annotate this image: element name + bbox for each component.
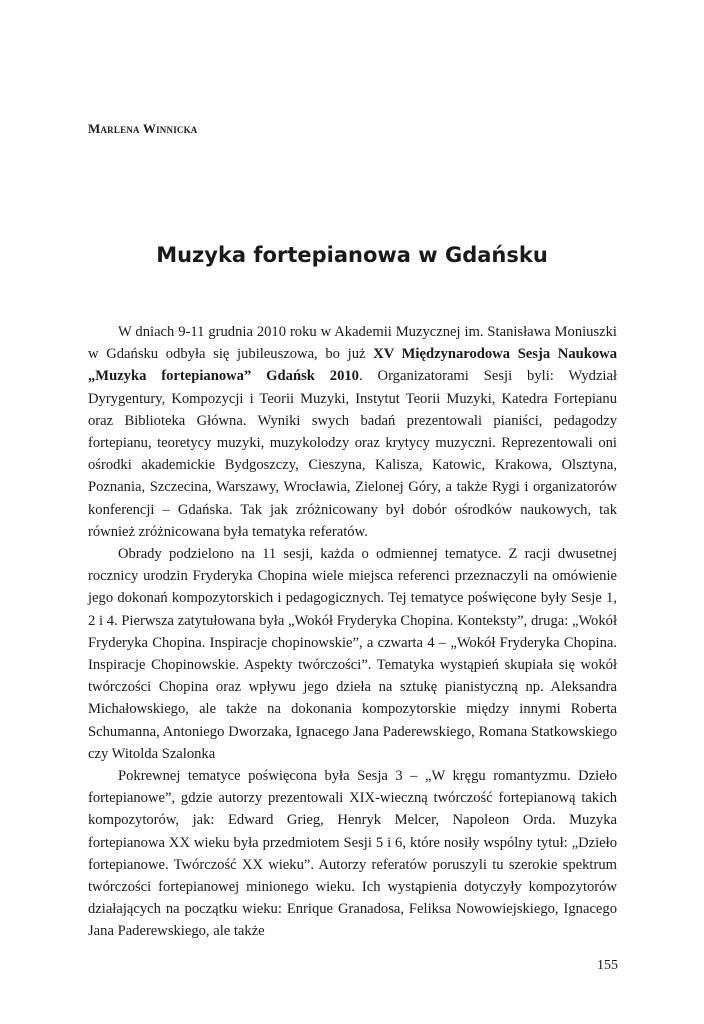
paragraph-3: Pokrewnej tematyce poświęcona była Sesja 3 – „W kręgu romantyzmu. Dzieło fortepianowe”, gdzie autorzy prezentowali XIX-wieczną twórczość fortepianową takich kompozytorów, jak: Edward Grieg, Henryk Melcer, Napoleon Orda. Muzyka fortepianowa XX wieku była przedmiotem Sesji 5 i 6, które nosiły wspólny tytuł: „Dzieło fortepianowe. Twórczość XX wieku”. Autorzy referatów poruszyli tu szerokie spektrum twórczości fortepianowej minionego wieku. Ich wystąpienia dotyczyły kompozytorów działających na początku wieku: Enrique Granadosa, Feliksa Nowowiejskiego, Ignacego Jana Paderewskiego, ale także [88,768,617,940]
paragraph-2: Obrady podzielono na 11 sesji, każda o odmiennej tematyce. Z racji dwusetnej rocznicy urodzin Fryderyka Chopina wiele miejsca referenci przeznaczyli na omówienie jego dokonań kompozytorskich i pedagogicznych. Tej tematyce poświęcone były Sesje 1, 2 i 4. Pierwsza zatytułowana była „Wokół Fryderyka Chopina. Konteksty”, druga: „Wokół Fryderyka Chopina. Inspiracje chopinowskie”, a czwarta 4 – „Wokół Fryderyka Chopina. Inspiracje Chopinowskie. Aspekty twórczości”. Tematyka wystąpień skupiała się wokół twórczości Chopina oraz wpływu jego dzieła na sztukę pianistyczną np. Aleksandra Michałowskiego, ale także na dokonania kompozytorskie między innymi Roberta Schumanna, Antoniego Dworzaka, Ignacego Jana Paderewskiego, Romana Statkowskiego czy Witolda Szalonka [88,546,617,762]
paragraph-1-text-end: . Organizatorami Sesji byli: Wydział Dyrygentury, Kompozycji i Teorii Muzyki, Instytut Teorii Muzyki, Katedra Fortepianu oraz Biblioteka Główna. Wyniki swych badań prezentowali pianiści, pedagodzy fortepianu, teoretycy muzyki, muzykolodzy oraz krytycy muzyczni. Reprezentowali oni ośrodki akademickie Bydgoszczy, Cieszyna, Kalisza, Katowic, Krakowa, Olsztyna, Poznania, Szczecina, Warszawy, Wrocławia, Zielonej Góry, a także Rygi i organizatorów konferencji – Gdańska. Tak jak zróżnicowany był dobór ośrodków naukowych, tak również zróżnicowana była tematyka referatów. [88,368,618,540]
conference-name: XV Międzynarodowa Sesja Naukowa „Muzyka fortepianowa” Gdańsk 2010 [88,346,617,385]
paragraph-1 [88,321,617,543]
article-body [88,321,617,943]
article-title: Muzyka fortepianowa w Gdańsku [156,243,548,267]
page-number: 155 [597,958,618,973]
author-name: Marlena Winnicka [88,121,198,136]
paragraph-1-text-start: W dniach 9-11 grudnia 2010 roku w Akademii Muzycznej im. Stanisława Moniuszki w Gdańsku odbyła się jubileuszowa, bo już [88,324,617,363]
